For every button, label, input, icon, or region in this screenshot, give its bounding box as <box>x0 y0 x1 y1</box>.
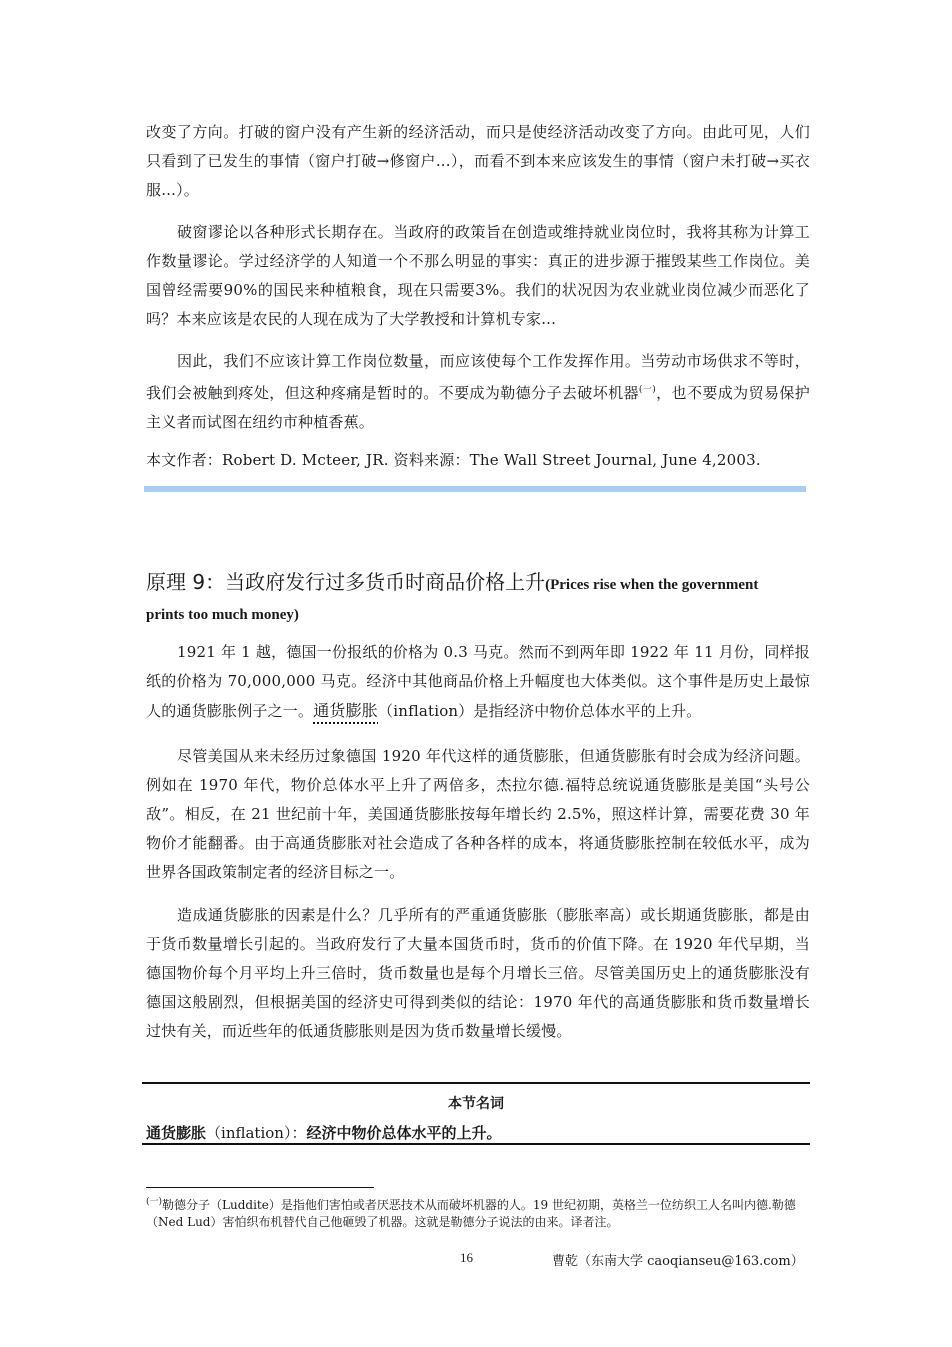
footnote-mark: (一) <box>146 1197 163 1207</box>
section-heading <box>146 566 810 630</box>
footnote-text: 勒德分子（Luddite）是指他们害怕或者厌恶技术从而破坏机器的人。19 世纪初期，英格兰一位纺织工人名叫内德.勒德（Ned Lud）害怕织布机替代自己他砸毁了机器。这就是勒德分子说法的由来。译者注。 <box>146 1198 796 1229</box>
heading-chinese: 原理 9：当政府发行过多货币时商品价格上升 <box>146 570 546 594</box>
term-name: 通货膨胀 <box>146 1124 207 1142</box>
terms-box-top-rule <box>142 1082 810 1084</box>
inflation-definition-text: （inflation）是指经济中物价总体水平的上升。 <box>378 702 702 720</box>
paragraph-fallacy: 破窗谬论以各种形式长期存在。当政府的政策旨在创造或维持就业岗位时，我将其称为计算工作数量谬论。学过经济学的人知道一个不那么明显的事实：真正的进步源于摧毁某些工作岗位。美国曾经需要90%的国民来种植粮食，现在只需要3%。我们的状况因为农业就业岗位减少而恶化了吗？本来应该是农民的人现在成为了大学教授和计算机专家... <box>146 223 810 328</box>
section-divider <box>144 486 806 492</box>
key-term-inflation: 通货膨胀 <box>313 701 379 720</box>
source-credit: 本文作者：Robert D. Mcteer, JR. 资料来源：The Wall Street Journal, June 4,2003. <box>146 451 761 469</box>
term-english: （inflation）： <box>206 1124 307 1142</box>
footer-credit: 曹乾（东南大学 caoqianseu@163.com） <box>552 1254 804 1269</box>
paragraph-conclusion <box>146 347 810 437</box>
page-number: 16 <box>460 1250 473 1265</box>
footnote <box>146 1194 810 1231</box>
term-definition: 经济中物价总体水平的上升。 <box>306 1124 502 1142</box>
paragraph-us-inflation: 尽管美国从来未经历过象德国 1920 年代这样的通货膨胀，但通货膨胀有时会成为经济问题。例如在 1970 年代，物价总体水平上升了两倍多，杰拉尔德.福特总统说通货膨胀是美国“头号公敌”。相反，在 21 世纪前十年，美国通货膨胀按每年增长约 2.5%，照这样计算，需要花费 30 年物价才能翻番。由于高通货膨胀对社会造成了各种各样的成本，将通货膨胀控制在较低水平，成为世界各国政策制定者的经济目标之一。 <box>146 747 810 881</box>
terms-box-entry <box>146 1122 501 1143</box>
conclusion-text-tail: ，也不要成为贸易保护主义者而试图在纽约市种植香蕉。 <box>146 384 810 431</box>
conclusion-text: 因此，我们不应该计算工作岗位数量，而应该使每个工作发挥作用。当劳动市场供求不等时，我们会被触到疼处，但这种疼痛是暂时的。不要成为勒德分子去破坏机器 <box>146 352 810 402</box>
paragraph-inflation-cause: 造成通货膨胀的因素是什么？几乎所有的严重通货膨胀（膨胀率高）或长期通货膨胀，都是由于货币数量增长引起的。当政府发行了大量本国货币时，货币的价值下降。在 1920 年代早期，当德国物价每个月平均上升三倍时，货币数量也是每个月增长三倍。尽管美国历史上的通货膨胀没有德国这般剧烈，但根据美国的经济史可得到类似的结论：1970 年代的高通货膨胀和货币数量增长过快有关，而近些年的低通货膨胀则是因为货币数量增长缓慢。 <box>146 906 810 1040</box>
terms-box-bottom-rule <box>142 1143 810 1145</box>
terms-box-title: 本节名词 <box>448 1096 504 1112</box>
paragraph-german-inflation <box>146 638 810 726</box>
footnote-reference[interactable]: (一) <box>638 385 656 395</box>
paragraph-broken-window-end: 改变了方向。打破的窗户没有产生新的经济活动，而只是使经济活动改变了方向。由此可见，人们只看到了已发生的事情（窗户打破→修窗户...），而看不到本来应该发生的事情（窗户未打破→买衣服...）。 <box>146 123 810 199</box>
german-inflation-text: 1921 年 1 越，德国一份报纸的价格为 0.3 马克。然而不到两年即 1922 年 11 月份，同样报纸的价格为 70,000,000 马克。经济中其他商品价格上升幅度也大体类似。这个事件是历史上最惊人的通货膨胀例子之一。 <box>146 643 810 720</box>
footnote-separator <box>146 1187 374 1188</box>
heading-english-continued: prints too much money) <box>146 607 299 623</box>
heading-english: (Prices rise when the government <box>545 577 759 593</box>
